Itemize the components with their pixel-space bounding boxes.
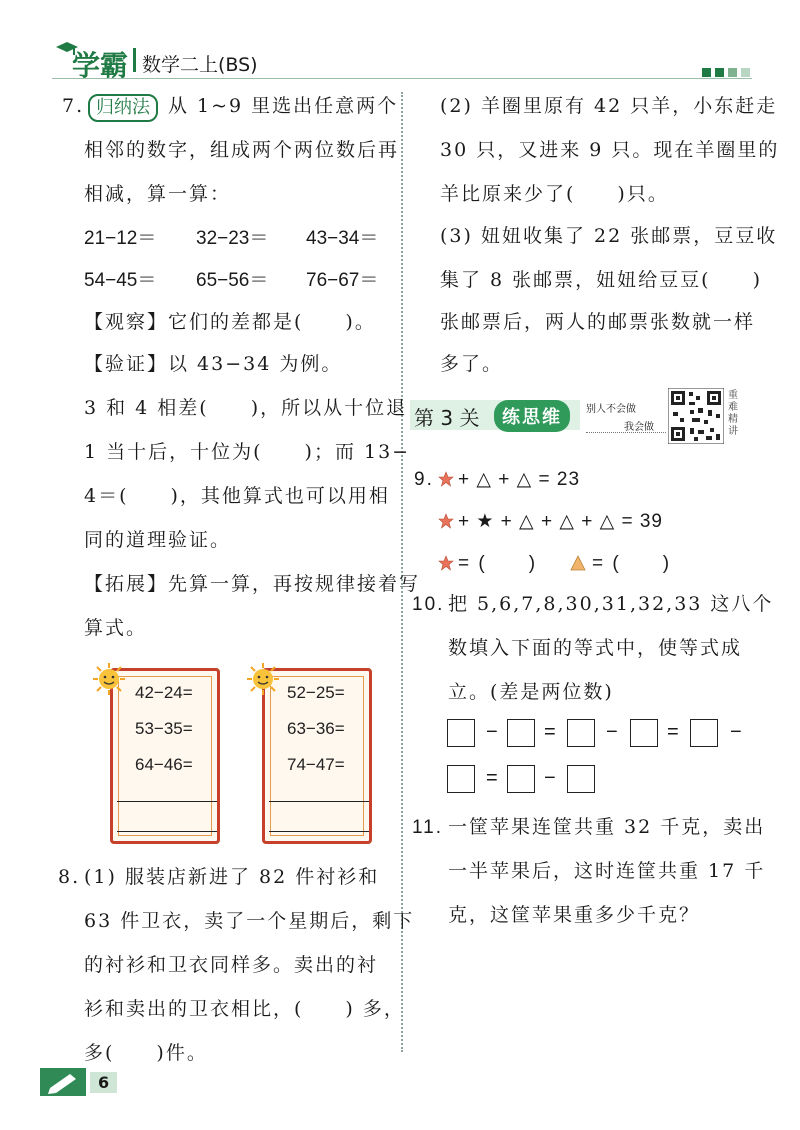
q7-text-line: 相减，算一算： [84,183,232,205]
answer-box[interactable] [447,719,475,747]
card-equation: 53−35= [135,719,193,738]
minus-sign: − [730,721,742,743]
minus-sign: − [606,721,618,743]
header [0,0,800,84]
section-label: 第 3 关 [414,406,480,430]
q8-part2-line: 羊比原来少了( )只。 [440,183,669,205]
answer-box[interactable] [690,719,718,747]
qr-side-text: 重难精讲 [728,390,738,437]
answer-box[interactable] [507,765,535,793]
column-divider [401,92,403,1052]
q7-equation: 21−12＝ [84,228,157,249]
q8-number: 8. [58,866,81,888]
q11-number: 11. [412,817,444,838]
q7-equation: 76−67＝ [306,270,379,291]
q7-extend-line: 算式。 [84,617,148,639]
header-rule [52,78,752,79]
q7-method-tag: 归纳法 [88,94,158,122]
card-equation: 64−46= [135,755,193,774]
q9-equation-1: + △ + △ = 23 [458,469,581,490]
q10-line: 数填入下面的等式中，使等式成 [448,637,743,659]
minus-sign: − [544,767,556,789]
q8-line: 的衬衫和卫衣同样多。卖出的衬 [84,954,379,976]
q7-observe: 【观察】它们的差都是( )。 [84,311,376,333]
q7-verify-line: 1 当十后，十位为( )；而 13− [84,441,411,463]
q7-verify: 【验证】以 43−34 为例。 [84,353,343,375]
q7-equation: 32−23＝ [196,228,269,249]
q7-verify-line: 4＝( )，其他算式也可以用相 [84,485,390,507]
header-separator [133,48,136,72]
q8-line: 衫和卖出的卫衣相比，( ) 多， [84,998,405,1020]
answer-line [269,801,369,802]
q11-line: 一半苹果后，这时连筐共重 17 千 [448,860,766,882]
q7-equation: 54−45＝ [84,270,157,291]
header-subtitle: 数学二上(BS) [142,54,258,76]
section-3-banner [410,388,755,446]
brand-logo: 学霸 [72,49,129,82]
q7-extend-line: 【拓展】先算一算，再按规律接着写 [84,573,421,595]
q7-equation: 43−34＝ [306,228,379,249]
q10-line: 立。(差是两位数) [448,681,614,703]
card-equation: 52−25= [287,683,345,702]
pencil-icon [40,1068,86,1096]
q10-number: 10. [412,594,445,615]
q8-part2-line: (2) 羊圈里原有 42 只羊，小东赶走 [440,95,778,117]
answer-line [269,831,369,832]
answer-box[interactable] [567,765,595,793]
q9-equation-2: + ★ + △ + △ + △ = 39 [458,511,663,532]
sun-icon [246,662,280,700]
page-number: 6 [90,1072,117,1093]
q7-number: 7. [62,95,85,117]
q8-part3-line: (3) 妞妞收集了 22 张邮票，豆豆收 [440,225,778,247]
qr-code-icon [668,388,724,444]
q7-verify-line: 同的道理验证。 [84,529,232,551]
q10-line: 把 5,6,7,8,30,31,32,33 这八个 [448,593,774,615]
sun-icon [92,662,126,700]
answer-box[interactable] [447,765,475,793]
slogan-2: 我会做 [624,422,654,433]
q7-text-line: 从 1~9 里选出任意两个 [168,95,399,117]
answer-line [117,831,217,832]
q11-line: 一筐苹果连筐共重 32 千克，卖出 [448,816,766,838]
slogan-1: 别人不会做 [586,404,636,415]
triangle-icon [570,555,586,575]
footer [40,1068,140,1096]
star-icon [438,471,454,491]
card-equation: 63−36= [287,719,345,738]
answer-box[interactable] [630,719,658,747]
q7-equation: 65−56＝ [196,270,269,291]
q8-line: 多( )件。 [84,1042,208,1064]
answer-box[interactable] [507,719,535,747]
card-equation: 74−47= [287,755,345,774]
q8-line: 63 件卫衣，卖了一个星期后，剩下 [84,910,415,932]
equals-sign: = [544,721,556,743]
pattern-card-1 [110,668,220,844]
section-title: 练思维 [494,400,570,432]
q7-text-line: 相邻的数字，组成两个两位数后再 [84,139,400,161]
q9-star-answer: = ( ) [458,553,538,574]
equals-sign: = [486,767,498,789]
q11-line: 克，这筐苹果重多少千克？ [448,904,701,926]
q8-line: (1) 服装店新进了 82 件衬衫和 [84,866,380,888]
q7-verify-line: 3 和 4 相差( )，所以从十位退 [84,397,408,419]
card-equation: 42−24= [135,683,193,702]
q8-part3-line: 张邮票后，两人的邮票张数就一样 [440,311,756,333]
star-icon [438,513,454,533]
star-icon [438,555,454,575]
answer-box[interactable] [567,719,595,747]
q8-part3-line: 多了。 [440,353,504,375]
q9-triangle-answer: = ( ) [592,553,672,574]
equals-sign: = [667,721,679,743]
q8-part3-line: 集了 8 张邮票，妞妞给豆豆( ) [440,269,762,291]
q8-part2-line: 30 只，又进来 9 只。现在羊圈里的 [440,139,780,161]
minus-sign: − [486,721,498,743]
answer-line [117,801,217,802]
q9-number: 9. [414,469,434,490]
